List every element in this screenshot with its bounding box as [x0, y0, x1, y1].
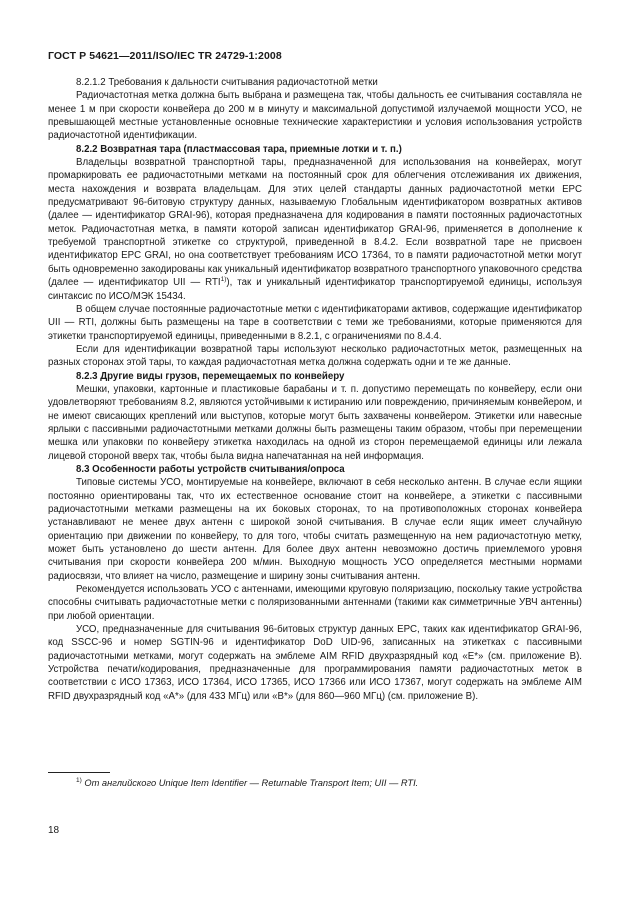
page-number: 18	[48, 825, 60, 836]
section-heading-8-2-2: 8.2.2 Возвратная тара (пластмассовая тара, приемные лотки и т. п.)	[76, 143, 402, 155]
paragraph: В общем случае постоянные радиочастотные метки с идентификаторами активов, содержащие идентификатор UII — RTI, должны быть размещены на таре в соответствии с теми же требованиями, которые применяются для этикетки транспортируемой единицы, приведенными в 8.2.1, с ограничениями по 8.4.4.	[48, 303, 582, 342]
paragraph: Радиочастотная метка должна быть выбрана и размещена так, чтобы дальность ее считывания составляла не менее 1 м при скорости конвейера до 200 м в минуту и максимальной допустимой излучаемой мощности УСО, не превышающей местные установленные основные технические характеристики и условия использования устройств радиочастотной идентификации.	[48, 90, 582, 142]
section-heading-8-3: 8.3 Особенности работы устройств считывания/опроса	[76, 463, 345, 475]
paragraph-with-footnote-ref	[48, 156, 582, 303]
footnote-marker: 1)	[76, 777, 82, 784]
section-heading-8-2-3: 8.2.3 Другие виды грузов, перемещаемых по конвейеру	[76, 370, 345, 382]
paragraph-text: Владельцы возвратной транспортной тары, предназначенной для использования на конвейерах, могут промаркировать ее радиочастотными метками на постоянный срок для облегчения отслеживания их движения, места нахождения и возврата владельцам. Для этих целей стандарты данных радиочастотной метки EPC предусматривают 96-битовую структуру данных, называемую Глобальным идентификатором возвратных активов (далее — идентификатор GRAI-96), которая предназначена для кодирования в памяти постоянных радиочастотных меток. Радиочастотная метка, в памяти которой записан идентификатор GRAI-96, применяется в дополнение к требуемой транспортной этикетке со структурой, приведенной в 8.4.2. Если возвратной таре не присвоен идентификатор EPC GRAI, но она соответствует требованиям ИСО 17364, то в памяти радиочастотной метки могут быть одновременно закодированы как уникальный идентификатор возвратного транспортного упаковочного средства (далее — идентификатор UII — RTI	[48, 157, 582, 289]
paragraph: Типовые системы УСО, монтируемые на конвейере, включают в себя несколько антенн. В случае если ящики постоянно ориентированы так, что их естественное основание стоит на конвейере, а этикетки с пассивными радиочастотными метками размещены на их боковых сторонах, то на противоположных сторонах конвейера устанавливают не менее двух антенн с широкой зоной считывания. В случае если ящик имеет случайную ориентацию при движении по конвейеру, то для того, чтобы считать размещенную на нем радиочастотную метку, может быть установлено до шести антенн. Для более двух антенн невозможно достичь приемлемого уровня считывания при скорости конвейера 200 м/мин. Выходную мощность УСО определяется местными нормами радиосвязи, что влияет на число, размещение и ширину зоны считывания антенн.	[48, 477, 582, 582]
section-heading-8-2-1-2: 8.2.1.2 Требования к дальности считывания радиочастотной метки	[76, 77, 378, 88]
paragraph: Мешки, упаковки, картонные и пластиковые барабаны и т. п. допустимо перемещать по конвейеру, если они удовлетворяют требованиям 8.2, являются устойчивыми к истиранию или повреждению, причиняемым конвейером, и не имеют свисающих креплений или выступов, которые могут быть захвачены конвейером. Этикетки или навесные ярлыки с пассивными радиочастотными метками должны быть размещены таким образом, чтобы при перемещении мешка или упаковки по конвейеру этикетка находилась на одной из сторон перемещаемой единицы или лежала лицевой стороной вверх так, чтобы была видна напечатанная на ней информация.	[48, 383, 582, 462]
document-body	[48, 76, 582, 703]
paragraph: УСО, предназначенные для считывания 96-битовых структур данных EPC, таких как идентификатор GRAI-96, код SSCC-96 и номер SGTIN-96 и идентификатор DoD UID-96, записанных на этикетках с пассивными радиочастотными метками, могут содержать на эмблеме AIM RFID двухразрядный код «E*» (см. приложение В). Устройства печати/кодирования, предназначенные для программирования памяти радиочастотных меток в соответствии с ИСО 17363, ИСО 17364, ИСО 17365, ИСО 17366 или ИСО 17367, могут содержать на эмблеме AIM RFID двухразрядный код «A*» (для 433 МГц) или «B*» (для 860—960 МГц) (см. приложение В).	[48, 624, 582, 702]
footnote-text: От английского Unique Item Identifier — Returnable Transport Item; UII — RTI.	[81, 778, 419, 789]
footnote	[76, 777, 586, 788]
footnote-divider	[48, 772, 110, 773]
footnote-reference: 1)	[220, 275, 227, 283]
paragraph: Рекомендуется использовать УСО с антеннами, имеющими круговую поляризацию, поскольку такие устройства способны считывать радиочастотные метки с поляризованными антеннами (такими как симметричные УВЧ антенны) при любой ориентации.	[48, 584, 582, 622]
paragraph-tail: ), так и уникальный идентификатор транспортируемой единицы, используя синтаксис по ИСО/МЭК 15434.	[48, 277, 582, 302]
paragraph: Если для идентификации возвратной тары используют несколько радиочастотных меток, размещенных на разных сторонах этой тары, то каждая радиочастотная метка должна содержать одни и те же данные.	[48, 343, 582, 369]
document-header: ГОСТ Р 54621—2011/ISO/IEC TR 24729-1:2008	[48, 50, 282, 62]
